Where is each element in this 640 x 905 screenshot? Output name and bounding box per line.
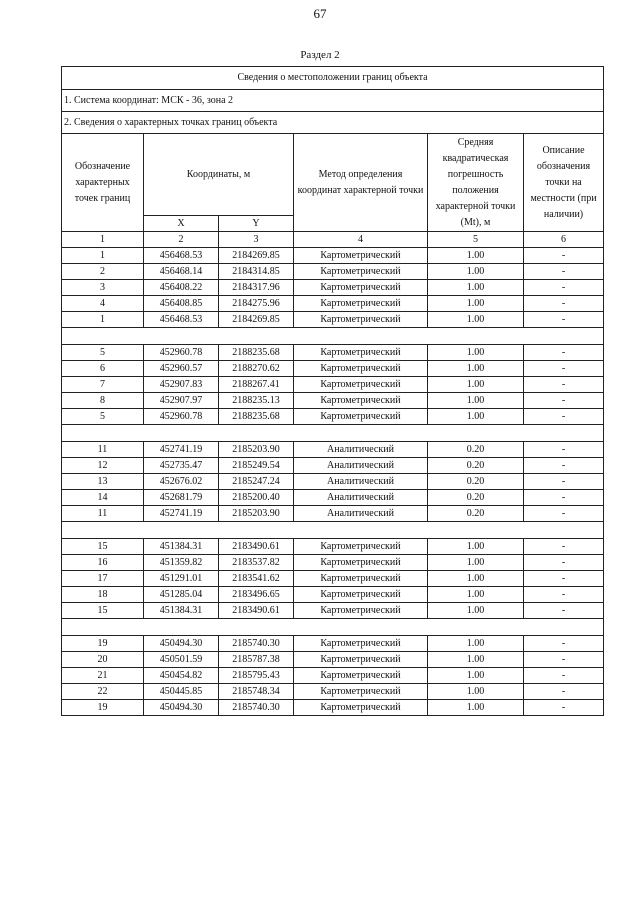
column-number: 3 (219, 232, 294, 248)
error-value: 0.20 (428, 490, 524, 506)
method: Картометрический (294, 539, 428, 555)
point-number: 11 (62, 442, 144, 458)
coord-x: 456468.14 (144, 264, 219, 280)
boundary-points-table (61, 66, 604, 716)
error-value: 1.00 (428, 280, 524, 296)
description: - (524, 248, 604, 264)
point-number: 8 (62, 393, 144, 409)
coord-y: 2183490.61 (219, 539, 294, 555)
table-row (62, 296, 604, 312)
column-number: 1 (62, 232, 144, 248)
method: Картометрический (294, 393, 428, 409)
method: Картометрический (294, 377, 428, 393)
coord-x: 452960.57 (144, 361, 219, 377)
method: Картометрический (294, 571, 428, 587)
description: - (524, 345, 604, 361)
point-number: 22 (62, 684, 144, 700)
coord-y: 2185740.30 (219, 700, 294, 716)
table-title: Сведения о местоположении границ объекта (62, 67, 604, 90)
table-row (62, 668, 604, 684)
method: Картометрический (294, 587, 428, 603)
header-error: Средняя квадратическая погрешность положения характерной точки (Mt), м (428, 134, 524, 232)
method: Картометрический (294, 296, 428, 312)
description: - (524, 442, 604, 458)
error-value: 1.00 (428, 684, 524, 700)
coord-y: 2184275.96 (219, 296, 294, 312)
group-separator (62, 425, 604, 442)
method: Картометрический (294, 361, 428, 377)
group-separator (62, 619, 604, 636)
coord-y: 2188267.41 (219, 377, 294, 393)
point-number: 19 (62, 700, 144, 716)
coord-y: 2183541.62 (219, 571, 294, 587)
coord-y: 2184317.96 (219, 280, 294, 296)
error-value: 1.00 (428, 248, 524, 264)
coord-y: 2188235.68 (219, 409, 294, 425)
page-number: 67 (313, 6, 327, 21)
method: Картометрический (294, 684, 428, 700)
coord-y: 2184269.85 (219, 248, 294, 264)
point-number: 1 (62, 312, 144, 328)
table-row (62, 264, 604, 280)
description: - (524, 474, 604, 490)
point-number: 16 (62, 555, 144, 571)
error-value: 1.00 (428, 345, 524, 361)
point-number: 17 (62, 571, 144, 587)
coord-x: 451285.04 (144, 587, 219, 603)
point-number: 6 (62, 361, 144, 377)
method: Картометрический (294, 409, 428, 425)
coord-x: 452960.78 (144, 409, 219, 425)
point-number: 13 (62, 474, 144, 490)
method: Картометрический (294, 603, 428, 619)
coord-x: 451291.01 (144, 571, 219, 587)
point-number: 14 (62, 490, 144, 506)
point-number: 12 (62, 458, 144, 474)
method: Картометрический (294, 345, 428, 361)
coord-y: 2185748.34 (219, 684, 294, 700)
error-value: 0.20 (428, 506, 524, 522)
table-row (62, 571, 604, 587)
coord-x: 452960.78 (144, 345, 219, 361)
method: Картометрический (294, 555, 428, 571)
coord-x: 452681.79 (144, 490, 219, 506)
table-row (62, 361, 604, 377)
method: Картометрический (294, 248, 428, 264)
description: - (524, 668, 604, 684)
error-value: 1.00 (428, 539, 524, 555)
error-value: 1.00 (428, 312, 524, 328)
header-x: X (144, 216, 219, 232)
point-number: 21 (62, 668, 144, 684)
coord-y: 2185787.38 (219, 652, 294, 668)
description: - (524, 458, 604, 474)
error-value: 1.00 (428, 409, 524, 425)
table-row (62, 442, 604, 458)
point-number: 18 (62, 587, 144, 603)
coord-x: 452741.19 (144, 506, 219, 522)
table-row (62, 555, 604, 571)
coord-y: 2185203.90 (219, 506, 294, 522)
error-value: 0.20 (428, 458, 524, 474)
description: - (524, 409, 604, 425)
coord-y: 2184314.85 (219, 264, 294, 280)
coord-x: 450454.82 (144, 668, 219, 684)
description: - (524, 636, 604, 652)
coord-x: 450445.85 (144, 684, 219, 700)
description: - (524, 539, 604, 555)
column-number: 5 (428, 232, 524, 248)
error-value: 1.00 (428, 264, 524, 280)
method: Картометрический (294, 668, 428, 684)
point-number: 7 (62, 377, 144, 393)
group-separator (62, 328, 604, 345)
coord-x: 456468.53 (144, 248, 219, 264)
description: - (524, 652, 604, 668)
method: Аналитический (294, 506, 428, 522)
error-value: 1.00 (428, 603, 524, 619)
method: Картометрический (294, 636, 428, 652)
column-number: 4 (294, 232, 428, 248)
coord-y: 2185247.24 (219, 474, 294, 490)
table-row (62, 345, 604, 361)
coord-x: 456468.53 (144, 312, 219, 328)
table-row (62, 539, 604, 555)
table-row (62, 312, 604, 328)
coord-y: 2183490.61 (219, 603, 294, 619)
point-number: 20 (62, 652, 144, 668)
point-number: 2 (62, 264, 144, 280)
point-number: 5 (62, 345, 144, 361)
error-value: 1.00 (428, 393, 524, 409)
table-row (62, 280, 604, 296)
error-value: 0.20 (428, 442, 524, 458)
table-row (62, 636, 604, 652)
table-row (62, 587, 604, 603)
error-value: 1.00 (428, 587, 524, 603)
point-number: 1 (62, 248, 144, 264)
table-row (62, 506, 604, 522)
point-number: 5 (62, 409, 144, 425)
description: - (524, 555, 604, 571)
coord-x: 450501.59 (144, 652, 219, 668)
coord-x: 451384.31 (144, 603, 219, 619)
table-row (62, 393, 604, 409)
point-number: 4 (62, 296, 144, 312)
point-number: 15 (62, 539, 144, 555)
table-row (62, 474, 604, 490)
table-row (62, 409, 604, 425)
description: - (524, 490, 604, 506)
method: Аналитический (294, 474, 428, 490)
error-value: 1.00 (428, 296, 524, 312)
points-heading: 2. Сведения о характерных точках границ объекта (62, 112, 604, 134)
table-row (62, 248, 604, 264)
coord-x: 456408.85 (144, 296, 219, 312)
coord-x: 450494.30 (144, 636, 219, 652)
table-row (62, 652, 604, 668)
error-value: 1.00 (428, 571, 524, 587)
description: - (524, 296, 604, 312)
coord-x: 451359.82 (144, 555, 219, 571)
point-number: 15 (62, 603, 144, 619)
coord-x: 452676.02 (144, 474, 219, 490)
table-row (62, 490, 604, 506)
method: Картометрический (294, 312, 428, 328)
header-point-designation: Обозначение характерных точек границ (62, 134, 144, 232)
coord-y: 2188235.13 (219, 393, 294, 409)
description: - (524, 684, 604, 700)
description: - (524, 506, 604, 522)
description: - (524, 264, 604, 280)
method: Картометрический (294, 652, 428, 668)
coord-y: 2185740.30 (219, 636, 294, 652)
description: - (524, 700, 604, 716)
table-row (62, 700, 604, 716)
description: - (524, 393, 604, 409)
coord-y: 2183496.65 (219, 587, 294, 603)
table-row (62, 458, 604, 474)
coord-x: 450494.30 (144, 700, 219, 716)
table-row (62, 377, 604, 393)
method: Картометрический (294, 700, 428, 716)
coord-y: 2188235.68 (219, 345, 294, 361)
description: - (524, 361, 604, 377)
column-numbers-row (62, 232, 604, 248)
error-value: 1.00 (428, 636, 524, 652)
coordinate-system: 1. Система координат: МСК - 36, зона 2 (62, 90, 604, 112)
point-number: 11 (62, 506, 144, 522)
error-value: 1.00 (428, 361, 524, 377)
description: - (524, 312, 604, 328)
header-description: Описание обозначения точки на местности (при наличии) (524, 134, 604, 232)
table-row (62, 603, 604, 619)
error-value: 1.00 (428, 377, 524, 393)
header-y: Y (219, 216, 294, 232)
coord-y: 2183537.82 (219, 555, 294, 571)
header-method: Метод определения координат характерной точки (294, 134, 428, 232)
description: - (524, 280, 604, 296)
coord-x: 452741.19 (144, 442, 219, 458)
method: Аналитический (294, 458, 428, 474)
method: Картометрический (294, 280, 428, 296)
coord-y: 2185795.43 (219, 668, 294, 684)
description: - (524, 377, 604, 393)
method: Аналитический (294, 442, 428, 458)
error-value: 1.00 (428, 668, 524, 684)
description: - (524, 571, 604, 587)
coord-x: 452907.83 (144, 377, 219, 393)
error-value: 1.00 (428, 555, 524, 571)
error-value: 0.20 (428, 474, 524, 490)
coord-y: 2185200.40 (219, 490, 294, 506)
point-number: 3 (62, 280, 144, 296)
header-coordinates: Координаты, м (144, 134, 294, 216)
coord-y: 2184269.85 (219, 312, 294, 328)
coord-x: 456408.22 (144, 280, 219, 296)
error-value: 1.00 (428, 652, 524, 668)
coord-y: 2185203.90 (219, 442, 294, 458)
coord-y: 2185249.54 (219, 458, 294, 474)
column-number: 2 (144, 232, 219, 248)
group-separator (62, 522, 604, 539)
column-number: 6 (524, 232, 604, 248)
point-number: 19 (62, 636, 144, 652)
coord-y: 2188270.62 (219, 361, 294, 377)
table-row (62, 684, 604, 700)
description: - (524, 603, 604, 619)
method: Картометрический (294, 264, 428, 280)
coord-x: 452735.47 (144, 458, 219, 474)
description: - (524, 587, 604, 603)
method: Аналитический (294, 490, 428, 506)
coord-x: 452907.97 (144, 393, 219, 409)
coord-x: 451384.31 (144, 539, 219, 555)
section-title: Раздел 2 (300, 49, 340, 61)
error-value: 1.00 (428, 700, 524, 716)
